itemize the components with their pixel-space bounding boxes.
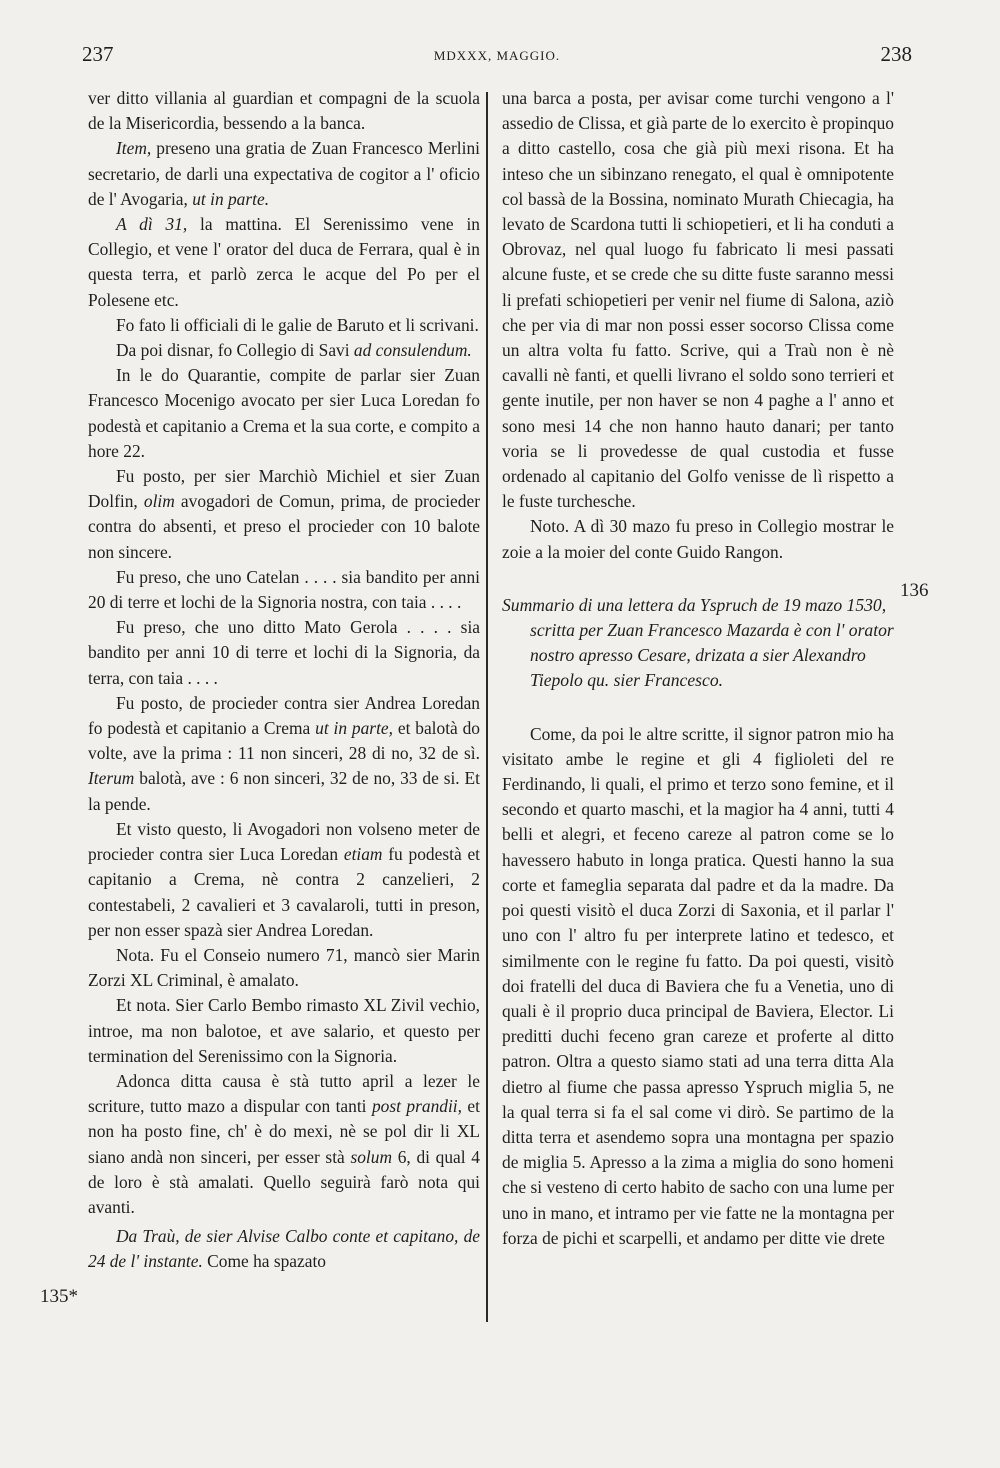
paragraph: Fu posto, de procieder contra sier Andrea Loredan fo podestà et capitanio a Crema ut in parte, et balotà do volte, ave la prima : 11 non sinceri, 28 di no, 32 de sì. Iterum balotà, ave : 6 non sinceri, 32 de no, 33 de si. Et la pende. [88, 692, 480, 814]
paragraph: Da Traù, de sier Alvise Calbo conte et capitano, de 24 de l' instante. Come ha spazato [88, 1226, 480, 1272]
paragraph: Et nota. Sier Carlo Bembo rimasto XL Zivil vechio, introe, ma non balotoe, et ave salario, et questo per termination del Serenissimo con la Signoria. [88, 995, 480, 1066]
page-header [82, 42, 912, 72]
paragraph: Fu preso, che uno ditto Mato Gerola . . . . sia bandito per anni 10 di terre et lochi di la Signoria, da terra, con taia . . . . [88, 617, 480, 688]
margin-note-left: 135* [40, 1286, 78, 1307]
page-number-right: 238 [880, 42, 912, 66]
letter-summary-heading: Summario di una lettera da Yspruch de 19 mazo 1530, scritta per Zuan Francesco Mazarda è con l' orator nostro apresso Cesare, drizata a sier Alexandro Tiepolo qu. sier Francesco. [502, 594, 894, 691]
paragraph: Noto. A dì 30 mazo fu preso in Collegio mostrar le zoie a la moier del conte Guido Rangon. [502, 516, 894, 562]
left-column [88, 86, 480, 1275]
right-column [502, 86, 894, 1251]
margin-note-right: 136 [900, 580, 929, 601]
paragraph: ver ditto villania al guardian et compagni de la scuola de la Misericordia, bessendo a la banca. [88, 88, 480, 134]
paragraph: Fo fato li officiali di le galie de Baruto et li scrivani. [116, 314, 479, 335]
paragraph: Item, preseno una gratia de Zuan Francesco Merlini secretario, de darli una expectativa de cogitor a l' oficio de l' Avogaria, ut in parte. [88, 138, 480, 209]
column-divider [486, 92, 488, 1322]
paragraph: Nota. Fu el Conseio numero 71, mancò sier Marin Zorzi XL Criminal, è amalato. [88, 944, 480, 991]
paragraph: A dì 31, la mattina. El Serenissimo vene in Collegio, et vene l' orator del duca de Ferrara, qual è in questa terra, et parlò zerca le acque del Po per el Polesene etc. [88, 214, 480, 310]
page-number-left: 237 [82, 42, 114, 66]
paragraph: Come, da poi le altre scritte, il signor patron mio ha visitato ambe le regine et gli 4 figlioleti del re Ferdinando, li quali, el primo et terzo sono femine, et il secondo et quarto maschi, et la magior ha 4 anni, tutti 4 belli et alegri, et feceno careze al patron come se lo havessero habuto in longa pratica. Questi hanno la sua corte et fameglia separata dal padre et da la madre. Da poi questi visitò el duca Zorzi di Saxonia, et il parlar l' uno con l' altro fu per interprete latino et tedesco, et similmente con le regine fu fatto. Da poi questi, visitò doi fratelli del duca di Baviera che fu a Venetia, uno di quali è il proprio duca principal de Baviera, Elector. Li preditti duchi feceno gran careze et proferte al ditto patron. Oltra a questo siamo stati ad una terra ditta Ala dietro al fiume che passa apresso Yspruch miglia 5, ne la qual terra si fa el sal come vi dirò. Se partimo de la ditta terra et asendemo sopra una montagna per spazio de miglia 5. Apresso a la zima a miglia do sono homeni che si vesteno di certo habito de sacho con una lume per uno in mano, et intramo per vie fatte ne la montagna per forza de pichi et scarpelli, et andamo per ditte vie drete [502, 723, 894, 1248]
paragraph: una barca a posta, per avisar come turchi vengono a l' assedio de Clissa, et già parte de lo exercito è propinquo a ditto castello, cosa che già più mexi risona. Et ha inteso che un sibinzano renegato, el qual è omnipotente col bassà de la Bossina, nominato Murath Chiecagia, ha levato de Scardona tutti li schiopetieri, et li ha conduti a Obrovaz, nel qual luogo fu fabricato li mesi passati alcune fuste, et se crede che su ditte fuste saranno messi li prefati schiopetieri per venir nel fiume di Salona, aziò che per via di mar non possi esser socorso Clissa come un altra volta fu fatto. Scrive, qui a Traù non è nè cavalli nè fanti, et quelli livrano el soldo sono terrieri et gente inutile, per non haver se non 4 paghe a l' anno et sono mesi 14 che non hanno hauto danari; per tanto voria se li provedesse de qual custodia et fusse ordenado al capitanio del Golfo venisse de lì rispetto a le fuste turchesche. [502, 88, 894, 512]
paragraph: In le do Quarantie, compite de parlar sier Zuan Francesco Mocenigo avocato per sier Luca Loredan fo podestà et capitanio a Crema et la sua corte, e compito a hore 22. [88, 365, 480, 461]
paragraph: Fu posto, per sier Marchiò Michiel et sier Zuan Dolfin, olim avogadori de Comun, prima, de procieder contra do absenti, et preso el procieder con 10 balote non sincere. [88, 466, 480, 562]
running-title: MDXXX, MAGGIO. [433, 48, 561, 63]
paragraph: Et visto questo, li Avogadori non volseno meter de procieder contra sier Luca Loredan etiam fu podestà et capitanio a Crema, nè contra 2 canzelieri, 2 contestabeli, 2 cavalieri et 3 cavalaroli, tutti in preson, per non esser spazà sier Andrea Loredan. [88, 818, 480, 940]
paragraph: Da poi disnar, fo Collegio di Savi ad consulendum. [116, 340, 472, 361]
paragraph: Adonca ditta causa è stà tutto april a lezer le scriture, tutto mazo a dispular con tanti post prandii, et non ha posto fine, ch' è do mexi, nè se pol dir li XL siano andà non sinceri, per esser stà solum 6, di qual 4 de loro è stà amalati. Quello seguirà farò nota qui avanti. [88, 1070, 480, 1217]
paragraph: Fu preso, che uno Catelan . . . . sia bandito per anni 20 di terre et lochi de la Signoria nostra, con taia . . . . [88, 566, 480, 613]
